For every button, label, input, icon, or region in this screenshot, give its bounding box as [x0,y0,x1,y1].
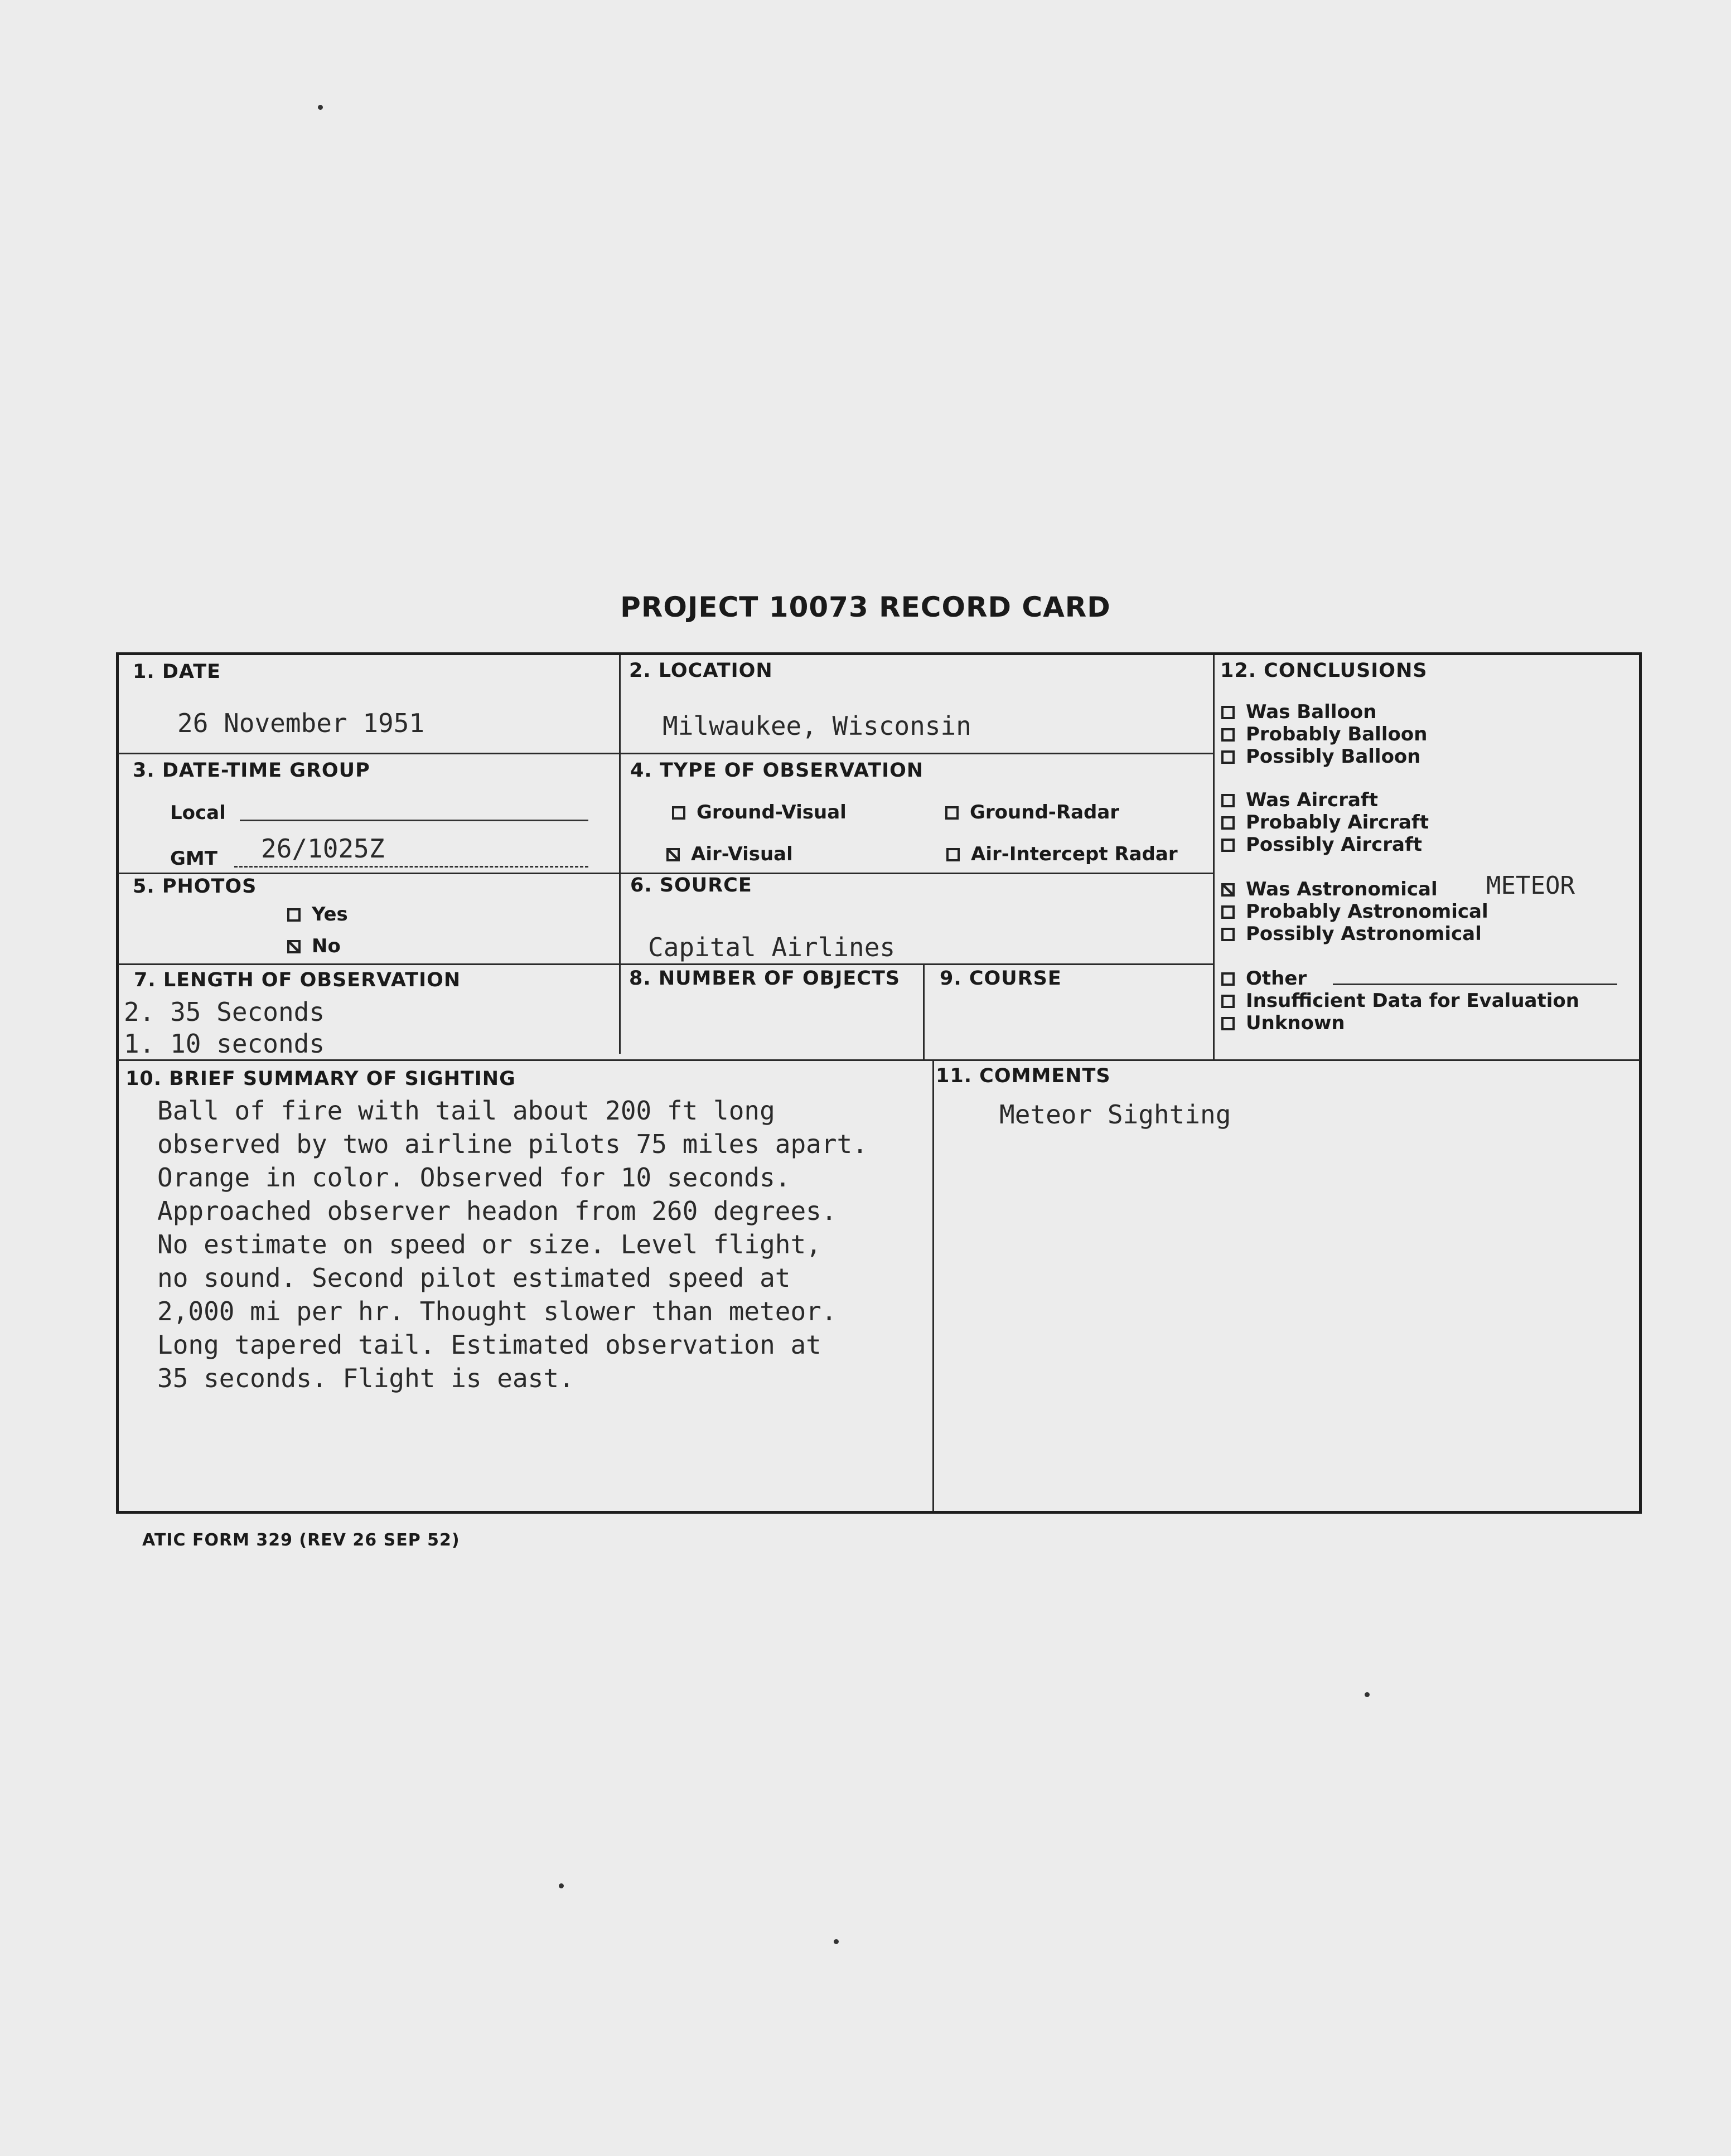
obs-ground-radar[interactable]: Ground-Radar [945,801,1119,823]
divider [923,963,925,1059]
location-value: Milwaukee, Wisconsin [663,711,971,741]
conclusion-unknown[interactable]: Unknown [1221,1012,1345,1034]
checkbox-icon [1221,972,1235,986]
length-label: 7. LENGTH OF OBSERVATION [134,969,461,991]
checkbox-icon [1221,706,1235,719]
summary-label: 10. BRIEF SUMMARY OF SIGHTING [125,1068,516,1090]
gmt-line [234,866,588,868]
gmt-label: GMT [170,847,217,870]
source-value: Capital Airlines [648,932,896,962]
conclusion-possibly-astronomical[interactable]: Possibly Astronomical [1221,923,1482,945]
summary-line: observed by two airline pilots 75 miles apart. [157,1129,868,1159]
conclusion-was-astronomical[interactable]: Was Astronomical [1221,878,1438,900]
comments-value: Meteor Sighting [999,1099,1231,1130]
conclusion-was-aircraft[interactable]: Was Aircraft [1221,789,1378,811]
divider [932,1059,934,1511]
speck [318,105,323,110]
photos-label: 5. PHOTOS [133,875,257,898]
local-line [240,820,588,821]
objects-label: 8. NUMBER OF OBJECTS [629,967,901,990]
divider [118,963,1213,965]
checkbox-icon [672,806,685,820]
photos-yes[interactable]: Yes [287,903,348,926]
conclusion-insufficient-data[interactable]: Insufficient Data for Evaluation [1221,990,1579,1012]
dtg-label: 3. DATE-TIME GROUP [133,759,370,782]
summary-line: Ball of fire with tail about 200 ft long [157,1096,775,1126]
date-value: 26 November 1951 [177,708,425,738]
observation-type-label: 4. TYPE OF OBSERVATION [630,759,924,782]
conclusion-was-balloon[interactable]: Was Balloon [1221,701,1376,723]
local-label: Local [170,802,226,824]
checkbox-icon [1221,995,1235,1008]
divider [118,753,1213,754]
summary-line: no sound. Second pilot estimated speed at [157,1263,791,1293]
speck [1365,1692,1370,1697]
checkbox-icon [1221,905,1235,919]
checkbox-icon [1221,816,1235,830]
conclusion-possibly-aircraft[interactable]: Possibly Aircraft [1221,834,1422,856]
conclusions-label: 12. CONCLUSIONS [1220,660,1428,682]
summary-line: No estimate on speed or size. Level flight, [157,1229,821,1259]
checkbox-icon [1221,794,1235,807]
summary-line: Long tapered tail. Estimated observation at [157,1330,821,1360]
length-line-2: 1. 10 seconds [124,1029,325,1059]
obs-air-intercept-radar[interactable]: Air-Intercept Radar [946,843,1178,865]
divider [619,655,621,1054]
obs-air-visual[interactable]: Air-Visual [666,843,793,865]
divider [1213,655,1215,1059]
checked-checkbox-icon [287,940,301,953]
obs-ground-visual[interactable]: Ground-Visual [672,801,847,823]
summary-line: 2,000 mi per hr. Thought slower than meteor. [157,1296,837,1326]
speck [834,1939,839,1944]
conclusion-possibly-balloon[interactable]: Possibly Balloon [1221,745,1421,768]
checkbox-icon [1221,1017,1235,1030]
checkbox-icon [1221,928,1235,941]
checkbox-icon [287,908,301,922]
conclusion-other[interactable]: Other [1221,967,1307,990]
divider [118,1059,1640,1061]
length-line-1: 2. 35 Seconds [124,997,325,1027]
speck [559,1883,564,1888]
card-title: PROJECT 10073 RECORD CARD [620,591,1111,623]
conclusion-probably-astronomical[interactable]: Probably Astronomical [1221,900,1488,923]
summary-line: Approached observer headon from 260 degrees. [157,1196,837,1226]
date-label: 1. DATE [133,661,221,683]
checked-checkbox-icon [666,848,680,861]
photos-no[interactable]: No [287,935,341,957]
checkbox-icon [1221,839,1235,852]
source-label: 6. SOURCE [630,874,752,897]
conclusion-probably-balloon[interactable]: Probably Balloon [1221,723,1427,745]
astronomical-note: METEOR [1486,871,1575,900]
form-footer: ATIC FORM 329 (REV 26 SEP 52) [142,1530,460,1550]
checked-checkbox-icon [1221,883,1235,897]
other-line [1333,983,1617,985]
gmt-value: 26/1025Z [261,834,385,864]
summary-line: Orange in color. Observed for 10 seconds. [157,1162,791,1193]
checkbox-icon [1221,750,1235,764]
summary-line: 35 seconds. Flight is east. [157,1363,574,1393]
checkbox-icon [945,806,959,820]
checkbox-icon [1221,728,1235,742]
conclusion-probably-aircraft[interactable]: Probably Aircraft [1221,811,1429,834]
comments-label: 11. COMMENTS [936,1065,1111,1087]
location-label: 2. LOCATION [629,660,773,682]
checkbox-icon [946,848,960,861]
course-label: 9. COURSE [940,967,1062,990]
